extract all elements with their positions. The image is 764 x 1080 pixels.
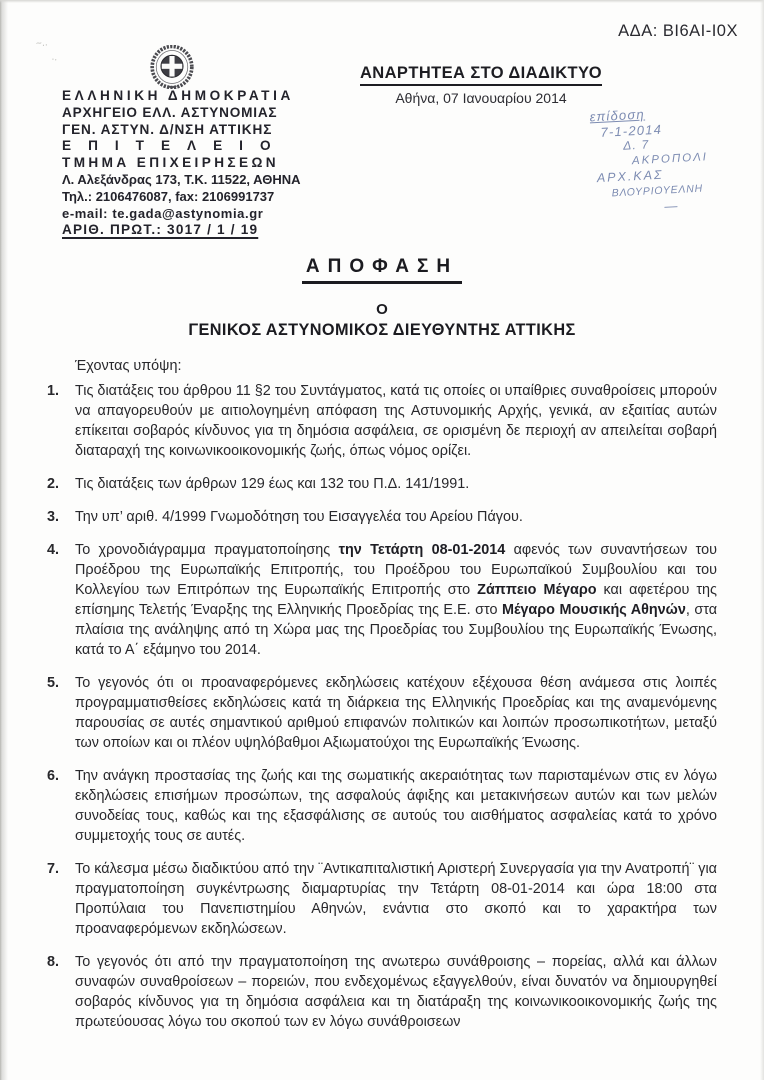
list-item-text: Το γεγονός ότι οι προαναφερόμενες εκδηλώσεις κατέχουν εξέχουσα θέση ανάμεσα στις λοιπές προγραμματισθείσες εκδηλώσεις κατά τη διάρκεια της Ελληνικής Προεδρίας και της αναμενόμενης παρουσίας σε αυτές σημαντικού αριθμού επιφανών πολιτικών και λοιπών προσωπικοτήτων, μεταξύ των οποίων και οι πλέον υψηλόβαθμοι Αξιωματούχοι της Ευρωπαϊκής Ένωσης. xyxy=(75,675,717,751)
list-item xyxy=(47,766,717,846)
list-item-text: Την ανάγκη προστασίας της ζωής και της σωματικής ακεραιότητας των παρισταμένων στις εν λόγω εκδηλώσεις επισήμων προσώπων, της ασφαλούς άφιξης και μετακινήσεων αυτών και των μελών συνοδείας τους, καθώς και της εξασφάλισης σε αυτούς του αισθήματος ασφαλείας κατά το χρόνο συμμετοχής τους σε αυτές. xyxy=(75,768,717,844)
scan-edge-left xyxy=(0,0,8,1080)
list-item xyxy=(47,474,717,494)
letterhead-line: ΕΠΙΤΕΛΕΙΟ xyxy=(62,138,288,154)
hellenic-republic-emblem-icon xyxy=(150,45,194,89)
title-article: Ο xyxy=(376,301,388,318)
considering-intro: Έχοντας υπόψη: xyxy=(75,358,182,374)
handwritten-line: επίδοση xyxy=(589,106,646,125)
list-item xyxy=(47,381,717,461)
handwritten-line: 7-1-2014 xyxy=(600,121,663,140)
handwritten-line: ΑΚΡΟΠΟΛΙ xyxy=(631,150,709,167)
handwritten-line: — xyxy=(664,197,679,214)
letterhead-line: Τηλ.: 2106476087, fax: 2106991737 xyxy=(62,188,275,204)
list-item-text: Τις διατάξεις των άρθρων 129 έως και 132 του Π.Δ. 141/1991. xyxy=(75,476,470,492)
issuer-title: ΓΕΝΙΚΟΣ ΑΣΤΥΝΟΜΙΚΟΣ ΔΙΕΥΘΥΝΤΗΣ ΑΤΤΙΚΗΣ xyxy=(188,321,576,339)
list-item-number: 5. xyxy=(47,675,60,691)
letterhead-line: ΑΡΧΗΓΕΙΟ ΕΛΛ. ΑΣΤΥΝΟΜΙΑΣ xyxy=(62,104,278,120)
handwritten-line: ΑΡΧ.ΚΑΣ xyxy=(596,167,664,186)
list-item xyxy=(47,507,717,527)
date-line: Αθήνα, 07 Ιανουαρίου 2014 xyxy=(395,90,567,106)
list-item-text: Την υπ’ αριθ. 4/1999 Γνωμοδότηση του Εισαγγελέα του Αρείου Πάγου. xyxy=(75,509,523,525)
list-item xyxy=(47,673,717,753)
decision-title: ΑΠΟΦΑΣΗ xyxy=(302,256,462,284)
scan-edge-right xyxy=(760,0,764,1080)
letterhead-line: Λ. Αλεξάνδρας 173, Τ.Κ. 11522, ΑΘΗΝΑ xyxy=(62,171,301,187)
scan-edge-top xyxy=(0,0,764,3)
list-item-text: Το γεγονός ότι από την πραγματοποίηση της ανωτερω συνάθροισης – πορείας, αλλά και άλλων συναφών συναθροίσεων – πορειών, που ενδεχομένως εξαγγελθούν, είναι δυνατόν να δημιουργηθεί σοβαρός κίνδυνος για τη δημόσια ασφάλεια και τη διατάραξη της κοινωνικοοικονομικής ζωής της πρωτεύουσας λόγω του σκοπού των εν λόγω συνάθροισεων xyxy=(75,954,717,1030)
scan-artifact: ~.. xyxy=(35,37,49,50)
list-item-number: 2. xyxy=(47,476,60,492)
list-item-number: 8. xyxy=(47,954,60,970)
letterhead-line: ΑΡΙΘ. ΠΡΩΤ.: 3017 / 1 / 19 xyxy=(62,222,259,238)
list-item-text: Το κάλεσμα μέσω διαδικτύου από την ¨Αντικαπιταλιστική Αριστερή Συνεργασία για την Ανατροπή¨ για πραγματοποίηση συγκέντρωσης διαμαρτυρίας την Τετάρτη 08-01-2014 και ώρα 18:00 στα Προπύλαια του Πανεπιστημίου Αθηνών, ενάντια στο σκοπό και το χαρακτήρα των προαναφερόμενων εκδηλώσεων. xyxy=(75,861,717,937)
list-item xyxy=(47,952,717,1032)
handwritten-line: Δ. 7 xyxy=(622,137,650,153)
numbered-list xyxy=(47,381,717,1032)
list-item-number: 7. xyxy=(47,861,60,877)
handwritten-note xyxy=(563,101,748,219)
posted-heading: ΑΝΑΡΤΗΤΕΑ ΣΤΟ ΔΙΑΔΙΚΤΥΟ xyxy=(360,64,602,86)
scan-artifact: .. xyxy=(50,51,59,64)
list-item xyxy=(47,859,717,939)
letterhead-line: ΓΕΝ. ΑΣΤΥΝ. Δ/ΝΣΗ ΑΤΤΙΚΗΣ xyxy=(62,121,273,137)
list-item-number: 3. xyxy=(47,509,60,525)
letterhead-line: ΤΜΗΜΑ ΕΠΙΧΕΙΡΗΣΕΩΝ xyxy=(62,155,279,171)
list-item xyxy=(47,540,717,660)
letterhead-line: e-mail: te.gada@astynomia.gr xyxy=(62,205,264,221)
list-item-text: Τις διατάξεις του άρθρου 11 §2 του Συντάγματος, κατά τις οποίες οι υπαίθριες συναθροίσεις μπορούν να απαγορευθούν με αιτιολογημένη απόφαση της Αστυνομικής Αρχής, γενικά, αν εξαιτίας αυτών επίκειται σοβαρός κίνδυνος για τη δημόσια ασφάλεια, σε ορισμένη δε περιοχή αν απειλείται σοβαρή διαταραχή της κοινωνικοοικονομικής ζωής, όπως νόμος ορίζει. xyxy=(75,383,717,459)
handwritten-line: ΒΛΟΥΡΙΟΥΕΛΝΗ xyxy=(611,182,704,199)
ada-code: ΑΔΑ: ΒΙ6ΑΙ-Ι0Χ xyxy=(618,22,738,40)
letterhead-line: ΕΛΛΗΝΙΚΗ ΔΗΜΟΚΡΑΤΙΑ xyxy=(62,88,294,103)
title-block xyxy=(0,256,764,340)
letterhead xyxy=(62,88,301,239)
list-item-text: Το χρονοδιάγραμμα πραγματοποίησης την Τετάρτη 08-01-2014 αφενός των συναντήσεων του Προέδρου της Ευρωπαϊκής Επιτροπής, του Προέδρου του Ευρωπαϊκού Συμβουλίου και του Κολλεγίου των Επιτρόπων της Ευρωπαϊκής Επιτροπής στο Ζάππειο Μέγαρο και αφετέρου της επίσημης Τελετής Έναρξης της Ελληνικής Προεδρίας της Ε.Ε. στο Μέγαρο Μουσικής Αθηνών, στα πλαίσια της ανάληψης από τη Χώρα μας της Προεδρίας του Συμβουλίου της Ευρωπαϊκής Ένωσης, κατά το Α΄ εξάμηνο του 2014. xyxy=(75,542,718,658)
posted-block xyxy=(348,64,614,106)
document-body xyxy=(47,356,717,1045)
list-item-number: 6. xyxy=(47,768,60,784)
list-item-number: 4. xyxy=(47,542,60,558)
list-item-number: 1. xyxy=(47,383,60,399)
